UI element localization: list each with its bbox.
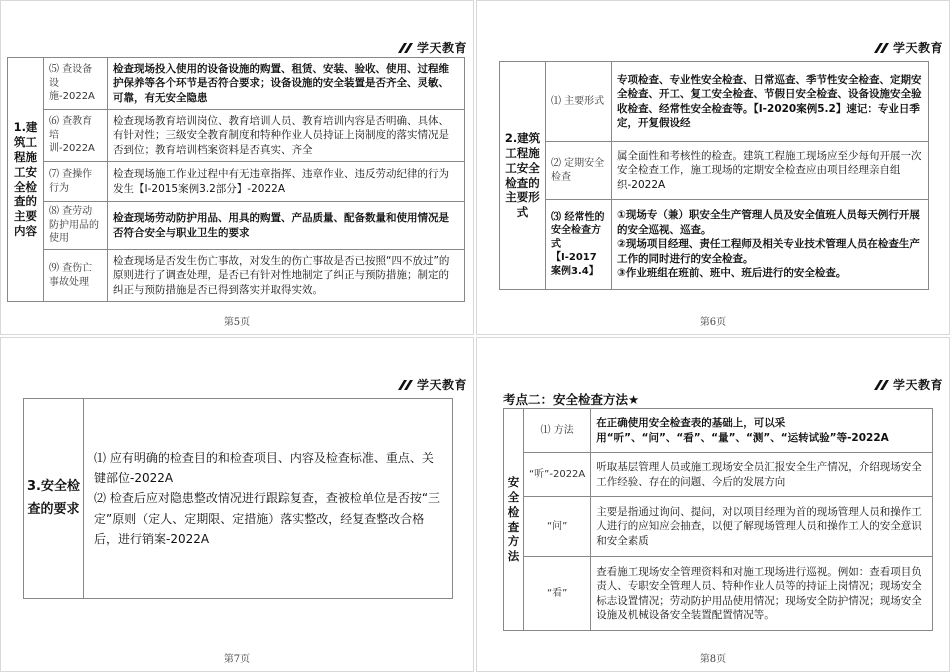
content-cell: 查看施工现场安全管理资料和对施工现场进行巡视。例如：查看项目负责人、专职安全管理人员、特种作业人员等的持证上岗情况；现场安全标志设置情况；劳动防护用品使用情况；现场安全防护情况；现场安全设施及机械设备安全装置配置情况等。 [591,557,933,631]
page-number: 第6页 [699,317,727,328]
sub-item-cell: ⑶ 经常性的安全检查方式【Ⅰ-2017案例3.4】 [546,200,612,290]
table-row [8,202,465,250]
logo-mark-icon [874,42,890,54]
content-cell [612,200,929,290]
page-number: 第8页 [699,654,727,665]
section-title: 考点二：安全检查方法★ [503,392,640,407]
content-cell: 检查现场投入使用的设备设施的购置、租赁、安装、验收、使用、过程维护保养等各个环节是否符合要求；设备设施的安全装置是否齐全、灵敏、可靠，有无安全隐患 [108,58,465,110]
table-row [500,200,929,290]
inspection-content-table [7,57,465,302]
brand-logo [874,39,943,56]
content-cell: 听取基层管理人员或施工现场安全员汇报安全生产情况，介绍现场安全工作经验、存在的问题、今后的发展方向 [591,453,933,497]
inspection-requirements-table [23,398,453,599]
category-cell: 安全检查方法 [504,409,524,631]
table-row [504,409,933,453]
content-cell: 专项检查、专业性安全检查、日常巡查、季节性安全检查、定期安全检查、开工、复工安全检查、节假日安全检查、设备设施安全验收检查、经常性安全检查等。【Ⅰ-2020案例5.2】速记：专业日季定，开复假设经 [612,62,929,142]
brand-logo [874,376,943,393]
slide-page-8 [476,337,950,672]
sub-item-cell: ⑵ 定期安全检查 [546,142,612,200]
logo-text: 学天教育 [416,378,467,392]
sub-item-cell: ⑸ 查设备设施-2022A [44,58,108,110]
content-cell: 检查现场劳动防护用品、用具的购置、产品质量、配备数量和使用情况是否符合安全与职业卫生的要求 [108,202,465,250]
content-cell: 在正确使用安全检查表的基础上，可以采用“听”、“问”、“看”、“量”、“测”、“运转试验”等-2022A [591,409,933,453]
sub-item-cell: ⑴ 方法 [524,409,591,453]
slide-page-6 [476,0,950,335]
table-row [500,62,929,142]
content-cell: 检查现场教育培训岗位、教育培训人员、教育培训内容是否明确、具体、有针对性；三级安全教育制度和特种作业人员持证上岗制度的落实情况是否到位；教育培训档案资料是否真实、齐全 [108,110,465,162]
table-row [8,58,465,110]
table-row [504,497,933,557]
list-item: ①现场专（兼）职安全生产管理人员及安全值班人员每天例行开展的安全巡视、巡查。 [617,209,920,236]
logo-mark-icon [398,42,414,54]
brand-logo [398,39,467,56]
logo-text: 学天教育 [892,41,943,55]
list-item: ③作业班组在班前、班中、班后进行的安全检查。 [617,267,847,280]
sub-item-cell: ⑻ 查劳动防护用品的使用 [44,202,108,250]
content-cell: 检查现场施工作业过程中有无违章指挥、违章作业、违反劳动纪律的行为发生【Ⅰ-2015案例3.2部分】-2022A [108,162,465,202]
sub-item-cell: ⑴ 主要形式 [546,62,612,142]
sub-item-cell: ⑼ 查伤亡事故处理 [44,250,108,302]
table-row [8,110,465,162]
logo-text: 学天教育 [416,41,467,55]
requirement-item: ⑴ 应有明确的检查目的和检查项目、内容及检查标准、重点、关键部位-2022A [94,450,434,485]
content-cell: 主要是指通过询问、提问，对以项目经理为首的现场管理人员和操作工人进行的应知应会抽查，以便了解现场管理人员和操作工人的安全意识和安全素质 [591,497,933,557]
brand-logo [398,376,467,393]
category-cell: 1.建筑工程施工安全检查的主要内容 [8,58,44,302]
logo-text: 学天教育 [892,378,943,392]
logo-mark-icon [874,379,890,391]
content-cell [84,399,453,599]
table-row [504,453,933,497]
inspection-method-table [503,408,933,631]
logo-mark-icon [398,379,414,391]
inspection-form-table [499,61,929,290]
sub-item-cell: “看” [524,557,591,631]
table-row [500,142,929,200]
table-row [24,399,453,599]
sub-item-cell: ⑺ 查操作行为 [44,162,108,202]
slide-page-7 [0,337,474,672]
table-row [8,250,465,302]
sub-item-cell: ⑹ 查教育培训-2022A [44,110,108,162]
sub-item-cell: “听”-2022A [524,453,591,497]
page-number: 第7页 [223,654,251,665]
table-row [8,162,465,202]
page-number: 第5页 [223,317,251,328]
content-cell: 属全面性和考核性的检查。建筑工程施工现场应至少每旬开展一次安全检查工作，施工现场的定期安全检查应由项目经理亲自组织-2022A [612,142,929,200]
list-item: ②现场项目经理、责任工程师及相关专业技术管理人员在检查生产工作的同时进行的安全检查。 [617,238,920,265]
sub-item-cell: “问” [524,497,591,557]
requirement-item: ⑵ 检查后应对隐患整改情况进行跟踪复查，查被检单位是否按“三定”原则（定人、定期限、定措施）落实整改，经复查整改合格后，进行销案-2022A [94,491,441,547]
content-cell: 检查现场是否发生伤亡事故，对发生的伤亡事故是否已按照“四不放过”的原则进行了调查处理，是否已有针对性地制定了纠正与预防措施；制定的纠正与预防措施是否已得到落实并取得实效。 [108,250,465,302]
table-row [504,557,933,631]
category-cell: 2.建筑工程施工安全检查的主要形式 [500,62,546,290]
category-cell: 3.安全检查的要求 [24,399,84,599]
slide-page-5 [0,0,474,335]
